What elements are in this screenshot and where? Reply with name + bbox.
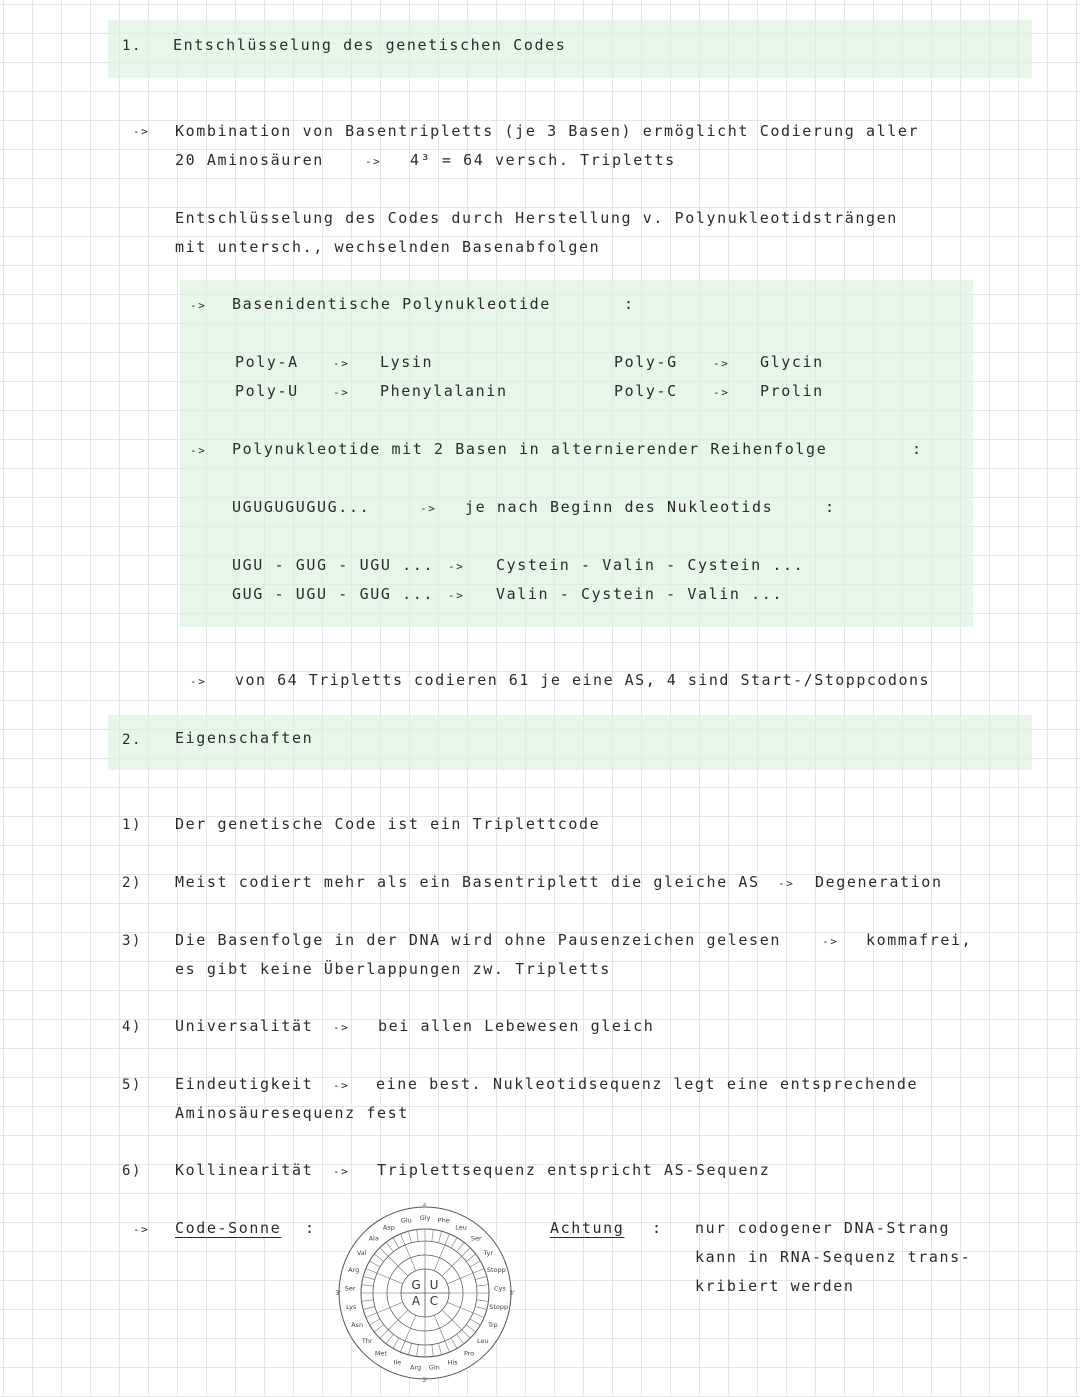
text-line-2b: 4³ = 64 versch. Tripletts (410, 151, 676, 169)
arrow-icon: -> (333, 386, 350, 399)
term-degeneration: Degeneration (815, 873, 943, 891)
code-sun-amino-acid: Ser (344, 1284, 356, 1293)
reading-frame-2: GUG - UGU - GUG ... (232, 585, 434, 603)
property-degeneration-text: Meist codiert mehr als ein Basentriplett die gleiche AS (175, 873, 760, 891)
code-sun-amino-acid: Stopp (489, 1303, 509, 1312)
poly-g: Poly-G (614, 353, 678, 371)
section2-heading: Eigenschaften (175, 729, 314, 747)
code-sun-amino-acid: His (447, 1358, 458, 1367)
term-kommafrei: kommafrei, (866, 931, 973, 949)
code-sun-end-label: 3' (335, 1290, 341, 1297)
amino-glycin: Glycin (760, 353, 824, 371)
arrow-icon: -> (713, 357, 730, 370)
code-sun-amino-acid: Leu (455, 1223, 467, 1232)
code-sun-amino-acid: Ser (470, 1234, 482, 1243)
achtung-note-1: nur codogener DNA-Strang (695, 1219, 951, 1237)
poly-a: Poly-A (235, 353, 299, 371)
achtung-label: Achtung (550, 1219, 625, 1237)
arrow-icon: -> (333, 1079, 350, 1092)
code-sun-amino-acid: Met (374, 1349, 387, 1358)
arrow-icon: -> (190, 299, 207, 312)
arrow-icon: -> (365, 155, 382, 168)
code-sun-amino-acid: Glu (400, 1216, 412, 1225)
property-kollinearitaet: Kollinearität (175, 1161, 314, 1179)
arrow-icon: -> (448, 560, 465, 573)
code-sun-base: A (411, 1294, 421, 1308)
code-sun-amino-acid: Tyr (483, 1248, 494, 1257)
arrow-icon: -> (333, 1021, 350, 1034)
code-sun-amino-acid: Asp (382, 1223, 395, 1232)
reading-frame-1-aa: Cystein - Valin - Cystein ... (496, 556, 805, 574)
item-number: 2) (122, 875, 143, 891)
code-sun-amino-acid: Stopp (486, 1265, 506, 1274)
arrow-icon: -> (190, 675, 207, 688)
code-sun-end-label: 3' (422, 1203, 428, 1208)
item-number: 4) (122, 1019, 143, 1035)
text-line-3: Entschlüsselung des Codes durch Herstellung v. Polynukleotidsträngen (175, 209, 898, 227)
poly-u: Poly-U (235, 382, 299, 400)
arrow-icon: -> (333, 1165, 350, 1178)
term-kollinearitaet: Triplettsequenz entspricht AS-Sequenz (377, 1161, 771, 1179)
code-sun-amino-acid: Gly (419, 1214, 431, 1222)
arrow-icon: -> (822, 935, 839, 948)
code-sun-amino-acid: Lys (346, 1303, 357, 1312)
amino-prolin: Prolin (760, 382, 824, 400)
property-eindeutigkeit: Eindeutigkeit (175, 1075, 314, 1093)
arrow-icon: -> (133, 125, 150, 138)
achtung-note-3: kribiert werden (695, 1277, 855, 1295)
colon: : (912, 440, 923, 458)
colon: : (305, 1219, 316, 1237)
section1-number: 1. (122, 38, 143, 54)
code-sun-diagram (335, 1203, 515, 1383)
code-sun-amino-acid: Arg (410, 1363, 422, 1372)
arrow-icon: -> (778, 877, 795, 890)
code-sun-amino-acid: Thr (361, 1336, 373, 1345)
code-sun-amino-acid: Arg (348, 1265, 360, 1274)
amino-phenylalanin: Phenylalanin (380, 382, 508, 400)
arrow-icon: -> (713, 386, 730, 399)
item-number: 6) (122, 1163, 143, 1179)
code-sun-end-label: 3' (422, 1377, 428, 1383)
colon: : (624, 295, 635, 313)
summary-line: von 64 Tripletts codieren 61 je eine AS, 4 sind Start-/Stoppcodons (235, 671, 931, 689)
arrow-icon: -> (133, 1223, 150, 1236)
colon: : (825, 498, 836, 516)
achtung-note-2: kann in RNA-Sequenz trans- (695, 1248, 972, 1266)
property-kommafrei-text: Die Basenfolge in der DNA wird ohne Pausenzeichen gelesen (175, 931, 781, 949)
colon: : (652, 1219, 663, 1237)
arrow-icon: -> (420, 502, 437, 515)
section1-heading: Entschlüsselung des genetischen Codes (173, 36, 567, 54)
term-universalitaet: bei allen Lebewesen gleich (378, 1017, 655, 1035)
code-sun-base: G (411, 1278, 421, 1292)
code-sun-amino-acid: Pro (463, 1349, 475, 1358)
code-sun-base: C (429, 1294, 439, 1308)
subheading-basenidentisch: Basenidentische Polynukleotide (232, 295, 551, 313)
code-sun-base: U (429, 1278, 439, 1292)
term-eindeutigkeit: eine best. Nukleotidsequenz legt eine entsprechende (376, 1075, 919, 1093)
arrow-icon: -> (448, 589, 465, 602)
code-sun-end-label: 3' (509, 1290, 515, 1297)
code-sun-amino-acid: Trp (487, 1320, 498, 1329)
property-triplettcode: Der genetische Code ist ein Triplettcode (175, 815, 601, 833)
text-line-1: Kombination von Basentripletts (je 3 Basen) ermöglicht Codierung aller (175, 122, 920, 140)
item-number: 1) (122, 817, 143, 833)
code-sun-amino-acid: Asn (351, 1320, 364, 1329)
amino-lysin: Lysin (380, 353, 434, 371)
property-kommafrei-text2: es gibt keine Überlappungen zw. Tripletts (175, 960, 611, 978)
subheading-alternierend: Polynukleotide mit 2 Basen in alternierender Reihenfolge (232, 440, 828, 458)
code-sun-amino-acid: Val (356, 1248, 367, 1257)
reading-frame-1: UGU - GUG - UGU ... (232, 556, 434, 574)
sequence-note: je nach Beginn des Nukleotids (465, 498, 774, 516)
item-number: 5) (122, 1077, 143, 1093)
property-universalitaet: Universalität (175, 1017, 314, 1035)
arrow-icon: -> (333, 357, 350, 370)
code-sun-amino-acid: Leu (476, 1336, 489, 1345)
reading-frame-2-aa: Valin - Cystein - Valin ... (496, 585, 784, 603)
section2-number: 2. (122, 732, 143, 748)
code-sun-label: Code-Sonne (175, 1219, 282, 1237)
text-line-2a: 20 Aminosäuren (175, 151, 324, 169)
code-sun-amino-acid: Gln (428, 1363, 440, 1372)
poly-c: Poly-C (614, 382, 678, 400)
text-line-4: mit untersch., wechselnden Basenabfolgen (175, 238, 601, 256)
code-sun-amino-acid: Ala (368, 1234, 379, 1243)
code-sun-amino-acid: Phe (437, 1216, 450, 1225)
sequence-ugug: UGUGUGUGUG... (232, 498, 371, 516)
code-sun-amino-acid: Ile (393, 1358, 402, 1367)
code-sun-amino-acid: Cys (494, 1284, 506, 1293)
arrow-icon: -> (190, 444, 207, 457)
property-eindeutigkeit-text2: Aminosäuresequenz fest (175, 1104, 409, 1122)
item-number: 3) (122, 933, 143, 949)
